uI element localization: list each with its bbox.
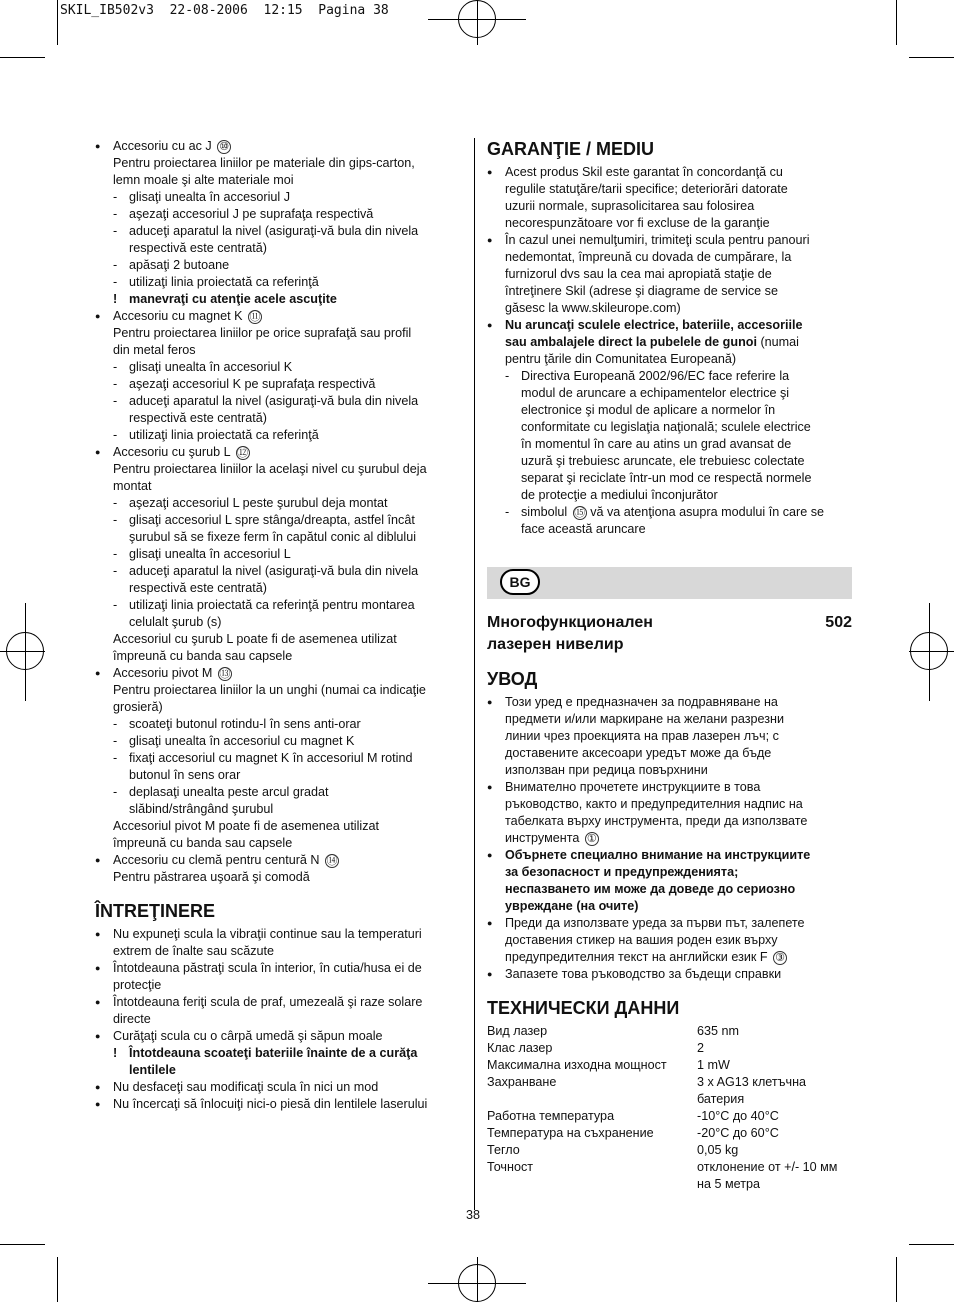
text-line: găsesc la www.skileurope.com) [505, 301, 681, 315]
text-line: линии чрез проекцията на прав лазерен лъч; с [505, 729, 779, 743]
bullet-item [487, 779, 862, 796]
dash-icon: - [113, 734, 118, 748]
registration-line [477, 1257, 478, 1302]
dash-item [95, 359, 470, 376]
text-line: în momentul în care au atins un grad avansat de [521, 437, 792, 451]
dash-item [95, 223, 470, 240]
bullet-icon: ● [487, 235, 493, 245]
spec-key [487, 1091, 697, 1108]
dash-text: apăsaţi 2 butoane [129, 258, 230, 272]
text-line: separat şi reciclate într-un mod ce respectă normele [521, 471, 812, 485]
registration-line [929, 603, 930, 701]
bullet-item [487, 317, 862, 334]
text-line: Pentru proiectarea liniilor pe orice suprafaţă sau profil [113, 326, 412, 340]
registration-line [0, 651, 45, 652]
product-title-line1: Многофункционален [487, 614, 653, 631]
bg-section [487, 668, 862, 1193]
text-line: întreţinere Skil (adrese şi diagrame de service se [505, 284, 778, 298]
text-line: Accesoriul cu şurub L poate fi de asemenea utilizat [113, 632, 397, 646]
spec-value: -10°C до 40°C [697, 1109, 779, 1123]
text-line: slăbind/strângând şurubul [129, 802, 274, 816]
text-line: използван при редица повърхнини [505, 763, 708, 777]
text-line: şurubul să se fixeze ferm în capătul conic al diblului [129, 530, 417, 544]
bullet-item [487, 847, 862, 864]
crop-mark [896, 1257, 897, 1302]
spec-key: Вид лазер [487, 1024, 548, 1038]
dash-text: vă va atenţiona asupra modului în care se [586, 505, 825, 519]
dash-icon: - [505, 505, 510, 519]
text: инструмента [505, 831, 583, 845]
text-line: conformitate cu legislaţia naţională; sculele electrice [521, 420, 811, 434]
dash-text: Directiva Europeană 2002/96/EC face referire la [521, 369, 790, 383]
spec-row [487, 1023, 862, 1040]
dash-icon: - [113, 207, 118, 221]
spec-row [487, 1159, 862, 1176]
spec-key: Работна температура [487, 1109, 615, 1123]
dash-item [95, 750, 470, 767]
spec-key: Тегло [487, 1143, 520, 1157]
section-heading: ТЕХНИЧЕСКИ ДАННИ [487, 998, 680, 1018]
dash-text: fixaţi accesoriul cu magnet K în accesoriul M rotind [129, 751, 413, 765]
left-column [95, 138, 470, 1113]
dash-icon: - [505, 369, 510, 383]
spec-value: -20°C до 60°C [697, 1126, 779, 1140]
column-divider [474, 138, 475, 1210]
dash-text: aşezaţi accesoriul K pe suprafaţa respectivă [129, 377, 376, 391]
bullet-icon: ● [95, 668, 101, 678]
exclamation-icon: ! [113, 1046, 118, 1060]
text-line: respectivă este centrată) [129, 241, 267, 255]
dash-icon: - [113, 377, 118, 391]
registration-line [909, 651, 954, 652]
text-line: табелката върху инструмента, преди да използвате [505, 814, 808, 828]
spec-key: Клас лазер [487, 1041, 553, 1055]
bullet-text: Întotdeauna feriţi scula de praf, umezeală şi raze solare [113, 995, 423, 1009]
bullet-item [95, 960, 470, 977]
text-line: uzurii normale, suprasolicitarea sau folosirea [505, 199, 755, 213]
crop-mark [909, 1244, 954, 1245]
text-line: extrem de înalte sau scăzute [113, 944, 275, 958]
crop-mark [0, 57, 45, 58]
text-line: necorespunzătoare vor fi excluse de la garanţie [505, 216, 770, 230]
bold-text: sau ambalajele direct la pubelele de gunoi [505, 335, 757, 349]
dash-text: utilizaţi linia proiectată ca referinţă [129, 275, 319, 289]
bullet-item [95, 1096, 470, 1113]
text-line: Pentru proiectarea liniilor pe materiale din gips-carton, [113, 156, 415, 170]
reference-number: ⑬ [219, 668, 231, 680]
bullet-icon: ● [487, 167, 493, 177]
text-line [487, 949, 862, 966]
dash-item [95, 393, 470, 410]
dash-icon: - [113, 224, 118, 238]
section-heading: ÎNTREŢINERE [95, 901, 216, 921]
text-line: Accesoriul pivot M poate fi de asemenea utilizat [113, 819, 380, 833]
bullet-item [95, 138, 470, 155]
dash-text: deplasaţi unealta peste arcul gradat [129, 785, 329, 799]
warning-item [95, 1045, 470, 1062]
bullet-text: Този уред е предназначен за подравняване на [505, 695, 778, 709]
bullet-icon: ● [487, 697, 493, 707]
dash-icon: - [113, 428, 118, 442]
text-line: protecţie [113, 978, 162, 992]
bullet-text: Запазете това ръководство за бъдещи справки [505, 967, 782, 981]
dash-item [95, 546, 470, 563]
reference-number: ⑭ [326, 855, 338, 867]
dash-item [95, 784, 470, 801]
text-line: Pentru păstrarea uşoară şi comodă [113, 870, 310, 884]
text-line: grosieră) [113, 700, 163, 714]
text-line: доставените аксесоари уредът може да бъде [505, 746, 772, 760]
dash-item [95, 495, 470, 512]
bullet-text: Accesoriu cu şurub L [113, 445, 234, 459]
product-title-line2: лазерен нивелир [487, 636, 624, 653]
text-line: de protecţie a mediului înconjurător [521, 488, 718, 502]
bullet-text: Внимателно прочетете инструкциите в това [505, 780, 761, 794]
bullet-icon: ● [95, 963, 101, 973]
bullet-text: Curăţaţi scula cu o cârpă umedă şi săpun moale [113, 1029, 383, 1043]
registration-line [477, 0, 478, 45]
product-title [487, 612, 852, 656]
text-line: respectivă este centrată) [129, 581, 267, 595]
bullet-item [95, 1079, 470, 1096]
spec-value: 635 nm [697, 1024, 740, 1038]
bullet-icon: ● [95, 311, 101, 321]
spec-key: Точност [487, 1160, 534, 1174]
dash-item [95, 597, 470, 614]
dash-text: aduceţi aparatul la nivel (asiguraţi-vă bula din nivela [129, 394, 419, 408]
reference-number: ① [585, 832, 599, 846]
text-line: за безопасност и предупрежденията; [505, 865, 739, 879]
bullet-icon: ● [95, 997, 101, 1007]
section-heading: GARANŢIE / MEDIU [487, 139, 655, 159]
bullet-item [95, 1028, 470, 1045]
warning-item [95, 291, 470, 308]
bullet-icon: ● [487, 782, 493, 792]
dash-icon: - [113, 785, 118, 799]
text-line: electronice şi modul de aplicare a normelor în [521, 403, 776, 417]
dash-item [95, 257, 470, 274]
dash-text: aduceţi aparatul la nivel (asiguraţi-vă bula din nivela [129, 224, 419, 238]
text-line: nedemontat, împreună cu dovada de cumpărare, la [505, 250, 792, 264]
dash-icon: - [113, 751, 118, 765]
text-line: regulile statuţăre/tarii specifice; deteriorări datorate [505, 182, 788, 196]
dash-item [487, 368, 862, 385]
spec-value: на 5 метра [697, 1177, 760, 1191]
crop-mark [896, 0, 897, 45]
dash-icon: - [113, 564, 118, 578]
registration-line [25, 603, 26, 701]
model-number: 502 [825, 614, 852, 631]
crop-mark [909, 57, 954, 58]
bullet-icon: ● [95, 929, 101, 939]
page-header: SKIL_IB502v3 22-08-2006 12:15 Pagina 38 [60, 3, 389, 18]
bullet-text: Nu încercaţi să înlocuiţi nici-o piesă din lentilele laserului [113, 1097, 428, 1111]
spec-key [487, 1176, 697, 1193]
dash-item [95, 376, 470, 393]
dash-icon: - [113, 717, 118, 731]
bullet-item [95, 308, 470, 325]
spec-value: 2 [697, 1041, 705, 1055]
dash-icon: - [113, 275, 118, 289]
dash-item [95, 189, 470, 206]
spec-value: 3 x AG13 клетъчна [697, 1075, 807, 1089]
spec-row [487, 1074, 862, 1091]
dash-icon: - [113, 496, 118, 510]
text-line: неспазването им може да доведе до сериозно [505, 882, 796, 896]
warning-text: manevraţi cu atenţie acele ascuţite [129, 292, 337, 306]
bullet-item [95, 665, 470, 682]
bullet-item [95, 852, 470, 869]
spec-row [487, 1040, 862, 1057]
bullet-icon: ● [95, 1082, 101, 1092]
reference-number: ⑮ [574, 507, 586, 519]
text-line: împreună cu banda sau capsele [113, 836, 293, 850]
dash-icon: - [113, 394, 118, 408]
registration-line [428, 19, 526, 20]
text-line: din metal feros [113, 343, 196, 357]
text-line [487, 830, 862, 847]
spec-row [487, 1057, 862, 1074]
dash-item [95, 716, 470, 733]
spec-row [487, 1108, 862, 1125]
bullet-text: Accesoriu pivot M [113, 666, 216, 680]
bullet-icon: ● [487, 918, 493, 928]
dash-icon: - [113, 513, 118, 527]
bullet-text: Nu aruncaţi sculele electrice, bateriile, accesoriile [505, 318, 803, 332]
bullet-item [487, 966, 862, 983]
spec-row [487, 1091, 862, 1108]
language-badge: BG [500, 569, 540, 595]
spec-value: 1 mW [697, 1058, 730, 1072]
text-line: Pentru proiectarea liniilor la un unghi (numai ca indicaţie [113, 683, 426, 697]
bullet-icon: ● [95, 447, 101, 457]
section-heading: УВОД [487, 669, 538, 689]
dash-item [487, 504, 862, 521]
bullet-text: Преди да използвате уреда за първи път, залепете [505, 916, 805, 930]
bullet-text: Nu expuneţi scula la vibraţii continue sau la temperaturi [113, 927, 422, 941]
page-number: 38 [466, 1208, 481, 1222]
bullet-item [95, 926, 470, 943]
dash-item [95, 733, 470, 750]
bullet-icon: ● [95, 1099, 101, 1109]
bullet-item [95, 994, 470, 1011]
text-line: modul de aruncare a echipamentelor electrice şi [521, 386, 790, 400]
bullet-item [487, 232, 862, 249]
bullet-text: Accesoriu cu clemă pentru centură N [113, 853, 323, 867]
text-line: Pentru proiectarea liniilor la acelaşi nivel cu şurubul deja [113, 462, 427, 476]
text-line: pentru ţările din Comunitatea Europeană) [505, 352, 737, 366]
reference-number: ⑪ [249, 311, 261, 323]
text-line: furnizorul dvs sau la cea mai apropiată staţie de [505, 267, 772, 281]
text-line: celulalt şurub (s) [129, 615, 222, 629]
spec-row [487, 1142, 862, 1159]
text-line: lentilele [129, 1063, 176, 1077]
dash-text: aşezaţi accesoriul J pe suprafaţa respectivă [129, 207, 374, 221]
dash-text: aşezaţi accesoriul L peste şurubul deja montat [129, 496, 388, 510]
dash-text: utilizaţi linia proiectată ca referinţă [129, 428, 319, 442]
bullet-text: În cazul unei nemulţumiri, trimiteţi scula pentru panouri [505, 233, 810, 247]
dash-icon: - [113, 258, 118, 272]
text-line [487, 334, 862, 351]
bullet-item [487, 164, 862, 181]
dash-text: glisaţi accesoriul L spre stânga/dreapta, astfel încât [129, 513, 415, 527]
dash-text: glisaţi unealta în accesoriul cu magnet K [129, 734, 355, 748]
dash-icon: - [113, 360, 118, 374]
bullet-icon: ● [95, 1031, 101, 1041]
dash-text: glisaţi unealta în accesoriul L [129, 547, 291, 561]
bullet-icon: ● [487, 320, 493, 330]
bullet-item [95, 444, 470, 461]
bullet-icon: ● [487, 850, 493, 860]
bullet-text: Nu desfaceţi sau modificaţi scula în nici un mod [113, 1080, 379, 1094]
bullet-icon: ● [487, 969, 493, 979]
text-line: lemn moale şi alte materiale moi [113, 173, 294, 187]
text-line: uzură şi trebuiesc aruncate, ele trebuiesc colectate [521, 454, 805, 468]
dash-text: glisaţi unealta în accesoriul K [129, 360, 293, 374]
spec-value: 0,05 kg [697, 1143, 739, 1157]
bullet-item [487, 915, 862, 932]
warning-text: Întotdeauna scoateţi bateriile înainte de a curăţa [129, 1046, 418, 1060]
bullet-icon: ● [95, 855, 101, 865]
dash-icon: - [113, 547, 118, 561]
dash-item [95, 512, 470, 529]
text-line: face această aruncare [521, 522, 646, 536]
reference-number: ⑫ [237, 447, 249, 459]
crop-mark [0, 1244, 45, 1245]
bullet-text: Întotdeauna păstraţi scula în interior, în cutia/husa ei de [113, 961, 422, 975]
spec-key: Захранване [487, 1075, 557, 1089]
text: (numai [756, 335, 799, 349]
bullet-text: Обърнете специално внимание на инструкциите [505, 848, 811, 862]
crop-mark [57, 0, 58, 45]
text-line: предмети и/или маркиране на желани разрезни [505, 712, 785, 726]
spec-row [487, 1176, 862, 1193]
language-bar [487, 567, 852, 599]
spec-key: Максимална изходна мощност [487, 1058, 667, 1072]
dash-item [95, 563, 470, 580]
text-line: directe [113, 1012, 151, 1026]
registration-line [428, 1283, 526, 1284]
text-line: împreună cu banda sau capsele [113, 649, 293, 663]
dash-text: simbolul [521, 505, 571, 519]
text-line: ръководство, както и предупредителния надпис на [505, 797, 803, 811]
spec-key: Температура на съхранение [487, 1126, 654, 1140]
dash-text: utilizaţi linia proiectată ca referinţă pentru montarea [129, 598, 415, 612]
crop-mark [57, 1257, 58, 1302]
right-column [487, 138, 862, 538]
bullet-text: Accesoriu cu ac J [113, 139, 216, 153]
spec-value: отклонение от +/- 10 мм [697, 1160, 838, 1174]
text: предупредителния текст на английски език F [505, 950, 772, 964]
bullet-item [487, 694, 862, 711]
spec-value: батерия [697, 1092, 745, 1106]
exclamation-icon: ! [113, 292, 118, 306]
text-line: увреждане (на очите) [505, 899, 639, 913]
bullet-text: Acest produs Skil este garantat în concordanţă cu [505, 165, 783, 179]
text-line: respectivă este centrată) [129, 411, 267, 425]
bullet-icon: ● [95, 141, 101, 151]
dash-item [95, 274, 470, 291]
dash-text: glisaţi unealta în accesoriul J [129, 190, 291, 204]
reference-number: ⑩ [217, 140, 231, 154]
dash-icon: - [113, 190, 118, 204]
spec-row [487, 1125, 862, 1142]
dash-text: scoateţi butonul rotindu-l în sens anti-orar [129, 717, 361, 731]
text-line: butonul în sens orar [129, 768, 241, 782]
text-line: доставения стикер на вашия роден език върху [505, 933, 778, 947]
text-line: montat [113, 479, 152, 493]
bullet-text: Accesoriu cu magnet K [113, 309, 246, 323]
dash-text: aduceţi aparatul la nivel (asiguraţi-vă bula din nivela [129, 564, 419, 578]
dash-item [95, 206, 470, 223]
reference-number: ③ [773, 951, 787, 965]
dash-icon: - [113, 598, 118, 612]
dash-item [95, 427, 470, 444]
